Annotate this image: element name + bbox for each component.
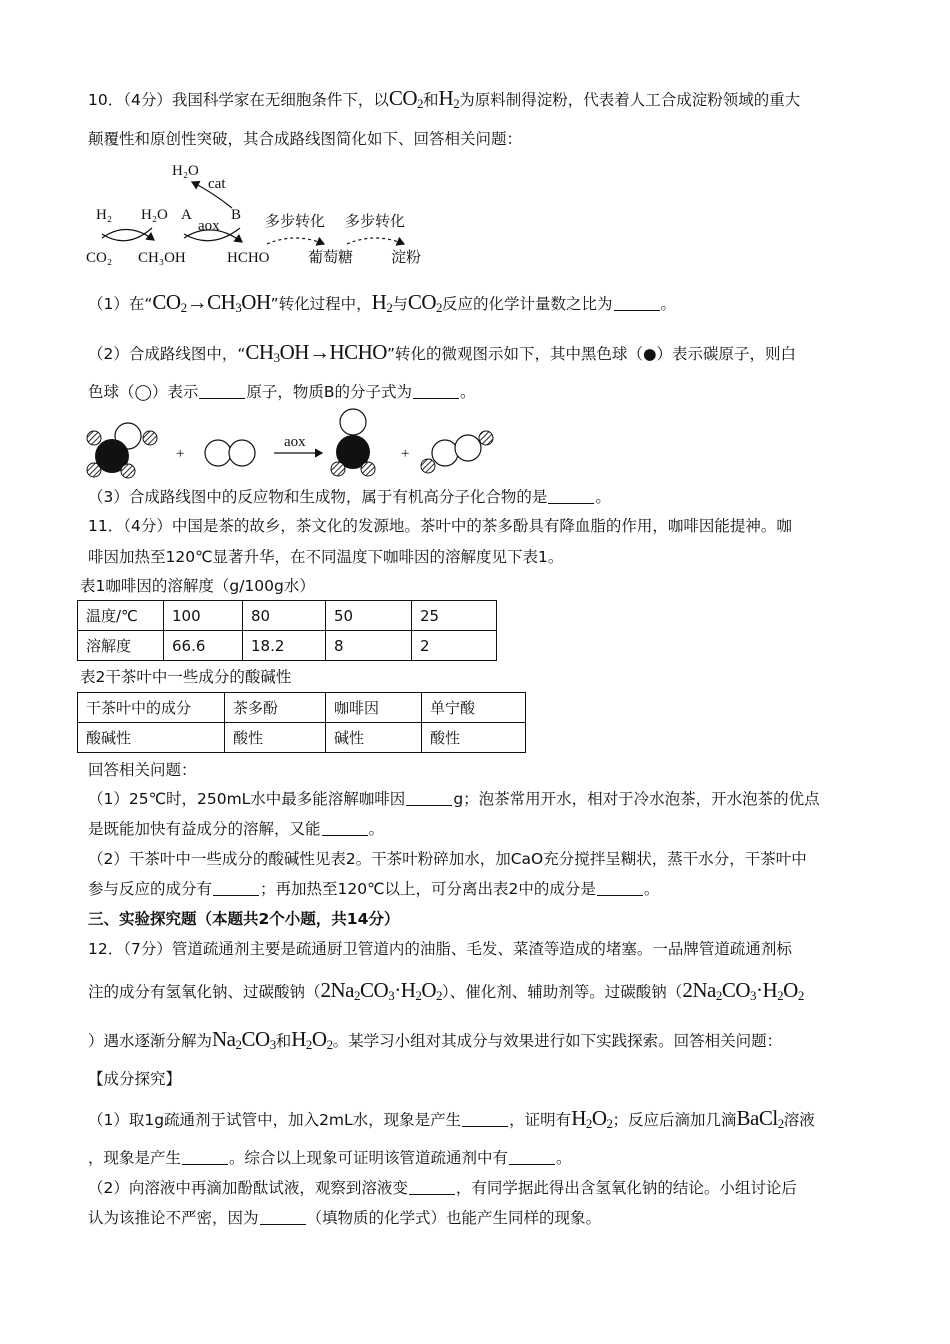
q11-part2: （2）干茶叶中一些成分的酸碱性见表2。干茶叶粉碎加水，加CaO充分搅拌呈糊状，蒸干水分，干茶叶中 [88, 850, 807, 868]
o2-o-atom [229, 440, 255, 466]
q10-line1: 10．（4分）我国科学家在无细胞条件下，以$CO_2$和$H_2$为原料制得淀粉，代表着人工合成淀粉领域的重大 [88, 86, 801, 111]
micro-plus-1: + [176, 446, 185, 462]
table-cell: 温度/℃ [78, 601, 164, 631]
formula-sodium-percarbonate: $2Na_2CO_3\cdot H_2O_2$ [320, 978, 443, 1003]
formula-h2o2: $H_2O_2$ [571, 1106, 613, 1131]
formula-bacl2: BaCl$_2$ [736, 1106, 784, 1131]
diagram-a: A [181, 207, 192, 223]
diagram-dashed-arrow-2 [347, 238, 404, 244]
table-cell: 2 [412, 631, 497, 661]
table1-caffeine-solubility [77, 600, 497, 661]
h2o2-h-atom [479, 431, 493, 445]
h2o2-o-atom [432, 440, 458, 466]
formula-sodium-percarbonate: $2Na_2CO_3\cdot H_2O_2$ [682, 978, 804, 1003]
micro-plus-2: + [401, 446, 410, 462]
diagram-cat: cat [208, 176, 226, 192]
diagram-h2: H₂ [96, 207, 113, 223]
answer-blank[interactable] [614, 296, 660, 311]
table-cell: 100 [164, 601, 243, 631]
ch3oh-h-atom [121, 464, 135, 478]
table-cell: 酸性 [225, 723, 326, 753]
table-cell: 66.6 [164, 631, 243, 661]
h2o2-h-atom [421, 459, 435, 473]
answer-blank[interactable] [406, 791, 452, 806]
formula-h2-inline: $H_2$ [371, 290, 393, 315]
q12-part1-line2: ，现象是产生 。综合以上现象可证明该管道疏通剂中有 。 [88, 1149, 572, 1167]
diagram-multistep-2: 多步转化 [345, 212, 406, 230]
hcho-h-atom [361, 462, 375, 476]
table-cell: 酸性 [422, 723, 526, 753]
formula-na2co3: $Na_2CO_3$ [212, 1027, 276, 1052]
q10-part3: （3）合成路线图中的反应物和生成物，属于有机高分子化合物的是 。 [88, 488, 611, 506]
table-cell: 酸碱性 [78, 723, 225, 753]
answer-blank[interactable] [322, 821, 368, 836]
h2o2-o-atom [455, 435, 481, 461]
table-cell: 单宁酸 [422, 693, 526, 723]
table-cell: 25 [412, 601, 497, 631]
q11-answer-intro: 回答相关问题： [88, 761, 197, 779]
answer-blank[interactable] [597, 881, 643, 896]
formula-h2: $H_2$ [438, 86, 460, 111]
q12-line1: 12．（7分）管道疏通剂主要是疏通厨卫管道内的油脂、毛发、菜渣等造成的堵塞。一品牌管道疏通剂标 [88, 940, 792, 958]
answer-blank[interactable] [182, 1150, 228, 1165]
table-cell: 碱性 [326, 723, 422, 753]
answer-blank[interactable] [509, 1150, 555, 1165]
diagram-multistep-1: 多步转化 [265, 212, 326, 230]
table-cell: 18.2 [243, 631, 326, 661]
q10-part2-line2: 色球（◯）表示 原子，物质B的分子式为 。 [88, 383, 476, 401]
table-cell: 80 [243, 601, 326, 631]
diagram-ch3oh: CH₃OH [138, 250, 186, 266]
table-cell: 8 [326, 631, 412, 661]
micro-reaction-diagram [82, 408, 502, 480]
diagram-starch: 淀粉 [391, 248, 422, 266]
table-row [78, 601, 497, 631]
ch3oh-h-atom [87, 431, 101, 445]
table-row [78, 631, 497, 661]
q12-part2-line2: 认为该推论不严密，因为 （填物质的化学式）也能产生同样的现象。 [88, 1209, 602, 1227]
micro-aox: aox [284, 434, 306, 450]
q12-part1: （1）取1g疏通剂于试管中，加入2mL水，现象是产生 ，证明有$H_2O_2$；反应后滴加几滴BaCl$_2$溶液 [88, 1106, 815, 1131]
q10-line2: 颠覆性和原创性突破，其合成路线图简化如下、回答相关问题： [88, 130, 523, 148]
formula-h2o2: $H_2O_2$ [291, 1027, 333, 1052]
formula-co2-inline: $CO_2$ [407, 290, 443, 315]
table-row [78, 693, 526, 723]
answer-blank[interactable] [260, 1210, 306, 1225]
answer-blank[interactable] [213, 881, 259, 896]
table-cell: 溶解度 [78, 631, 164, 661]
answer-blank[interactable] [413, 384, 459, 399]
table-cell: 50 [326, 601, 412, 631]
q11-line1: 11．（4分）中国是茶的故乡，茶文化的发源地。茶叶中的茶多酚具有降血脂的作用，咖啡因能提神。咖 [88, 517, 792, 535]
q10-part2: （2）合成路线图中，“$CH_3OH\to HCHO$”转化的微观图示如下，其中黑色球（●）表示碳原子，则白 [88, 340, 797, 365]
q12-line3: ）遇水逐渐分解为$Na_2CO_3$和$H_2O_2$。某学习小组对其成分与效果进行如下实践探索。回答相关问题： [88, 1027, 783, 1052]
q12-subhead: 【成分探究】 [88, 1070, 182, 1088]
diagram-h2o: H₂O [141, 207, 168, 223]
q10-part1: （1）在“$CO_2\to CH_3OH$”转化过程中，$H_2$与$CO_2$反应的化学计量数之比为 。 [88, 290, 677, 315]
answer-blank[interactable] [409, 1180, 455, 1195]
table-row [78, 723, 526, 753]
table1-caption: 表1咖啡因的溶解度（g/100g水） [80, 577, 315, 595]
hcho-o-atom [340, 409, 366, 435]
diagram-co2: CO₂ [86, 250, 113, 266]
q12-part2: （2）向溶液中再滴加酚酞试液，观察到溶液变 ，有同学据此得出含氢氧化钠的结论。小组讨论后 [88, 1179, 797, 1197]
q11-line2: 啡因加热至120℃显著升华，在不同温度下咖啡因的溶解度见下表1。 [88, 548, 564, 566]
formula-co2: $CO_2$ [388, 86, 424, 111]
o2-o-atom [205, 440, 231, 466]
diagram-hcho: HCHO [227, 250, 270, 266]
table-cell: 干茶叶中的成分 [78, 693, 225, 723]
answer-blank[interactable] [462, 1112, 508, 1127]
q11-part1-line2: 是既能加快有益成分的溶解，又能 。 [88, 820, 385, 838]
diagram-b: B [231, 207, 242, 223]
diagram-aox: aox [198, 218, 220, 234]
q12-line2: 注的成分有氢氧化钠、过碳酸钠$(2Na_2CO_3\cdot H_2O_2)$、催化剂、辅助剂等。过碳酸钠（$2Na_2CO_3\cdot H_2O_2$ [88, 978, 804, 1003]
hcho-h-atom [331, 462, 345, 476]
equation-co2-ch3oh: $CO_2\to CH_3OH$ [152, 290, 271, 315]
ch3oh-h-atom [143, 431, 157, 445]
table2-tea-acidity [77, 692, 526, 753]
synthesis-route-diagram [80, 158, 440, 270]
table2-caption: 表2干茶叶中一些成分的酸碱性 [80, 668, 292, 686]
q11-part1: （1）25℃时，250mL水中最多能溶解咖啡因 g；泡茶常用开水，相对于冷水泡茶，开水泡茶的优点 [88, 790, 820, 808]
diagram-glucose: 葡萄糖 [308, 248, 354, 266]
section-heading: 三、实验探究题（本题共2个小题，共14分） [88, 910, 400, 928]
equation-ch3oh-hcho: $CH_3OH\to HCHO$ [245, 340, 387, 365]
q11-part2-line2: 参与反应的成分有 ；再加热至120℃以上，可分离出表2中的成分是 。 [88, 880, 660, 898]
diagram-h2o-top: H₂O [172, 163, 199, 179]
table-cell: 茶多酚 [225, 693, 326, 723]
diagram-dashed-arrow-1 [267, 238, 324, 244]
answer-blank[interactable] [199, 384, 245, 399]
table-cell: 咖啡因 [326, 693, 422, 723]
answer-blank[interactable] [548, 489, 594, 504]
